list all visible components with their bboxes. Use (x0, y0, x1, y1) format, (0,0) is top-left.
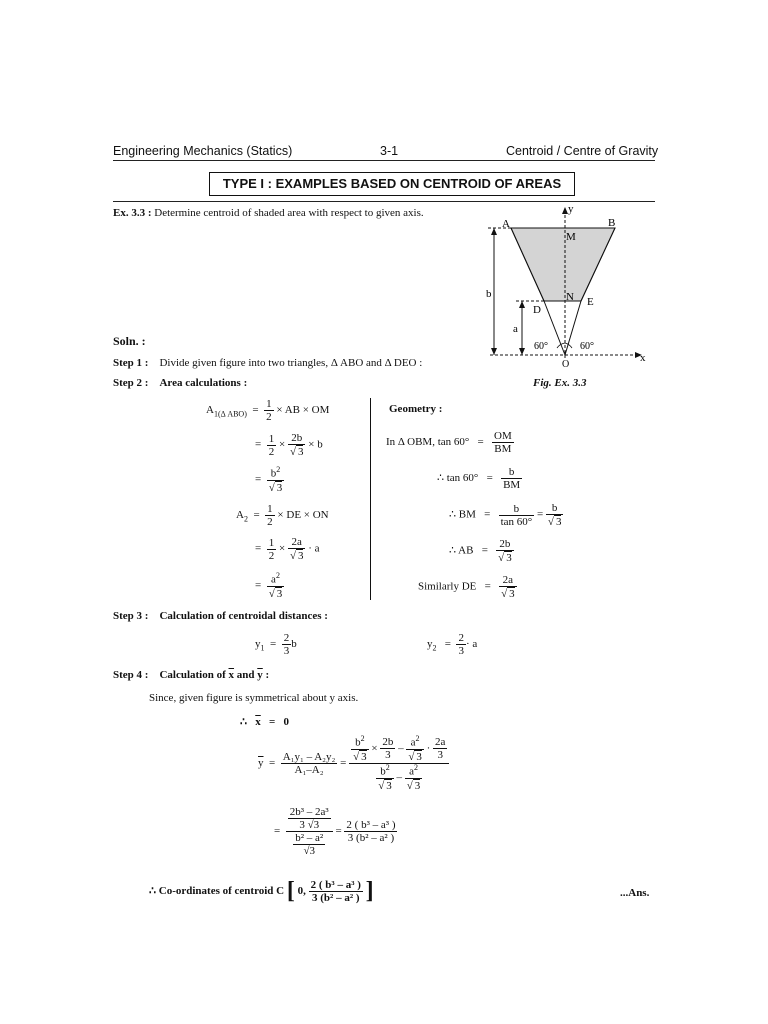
den: BM (503, 479, 521, 492)
eq: = (340, 756, 347, 769)
answer-label: ...Ans. (620, 887, 650, 899)
step2-label: Step 2 : (113, 377, 149, 389)
eq: = (255, 438, 262, 451)
running-header-right: Centroid / Centre of Gravity (506, 144, 659, 158)
step3-label: Step 3 : (113, 610, 149, 622)
de-on: × DE × ON (277, 509, 329, 522)
root: √ (406, 779, 413, 792)
sq: 2 (413, 762, 418, 772)
section-title: TYPE I : EXAMPLES BASED ON CENTROID OF AREAS (222, 176, 562, 191)
ybar-substitution (349, 735, 449, 792)
section-rule (113, 201, 655, 202)
text: Similarly DE (418, 580, 477, 593)
b2-root3 (376, 764, 394, 792)
step1 (113, 357, 422, 369)
eq: = (253, 509, 260, 522)
text: ∴ AB (449, 544, 474, 557)
step3 (113, 610, 328, 622)
section-title-box (209, 172, 575, 196)
ab-om: × AB × OM (276, 404, 330, 417)
num: 1 (267, 503, 273, 515)
b: b (355, 736, 361, 749)
eq: = (255, 473, 262, 486)
num: 2 (458, 632, 464, 644)
b2-root3 (351, 735, 369, 763)
therefore: ∴ (149, 885, 156, 898)
dim-a-arrow-bottom (519, 348, 525, 355)
header-rule (113, 160, 655, 161)
step4-text: Calculation of (159, 669, 226, 681)
num: 2a (291, 536, 302, 548)
area-a2-line1 (236, 503, 329, 528)
radicand: 3 (361, 750, 367, 763)
label-dim-b: b (486, 288, 492, 300)
times-b: × b (308, 438, 323, 451)
om-bm-fraction (492, 430, 514, 455)
half-fraction (264, 398, 274, 423)
radicand: 3 (414, 779, 421, 792)
column-divider (370, 398, 371, 600)
twoa-three (433, 736, 447, 761)
example-label: Ex. 3.3 : (113, 207, 152, 219)
label-o: O (562, 359, 570, 370)
eq: = (484, 580, 491, 593)
radicand: 3 (276, 481, 283, 494)
y2: y (427, 638, 433, 651)
den: tan 60° (500, 515, 533, 528)
dim-b-arrow-top (491, 228, 497, 235)
eq: = (270, 638, 277, 651)
b-root3-fraction (546, 502, 564, 528)
area-a2-symbol: A (236, 509, 244, 522)
den: 3 (b² – a² ) (309, 891, 363, 904)
den: 3 (283, 645, 290, 658)
left-bracket: [ (286, 878, 295, 904)
geometry-title: Geometry : (389, 403, 443, 415)
num: 2b³ – 2a³ (289, 806, 329, 818)
den: 3 (380, 748, 395, 761)
root: √ (268, 587, 275, 600)
radicand: 3 (506, 552, 512, 565)
twoa-root3-fraction (288, 536, 306, 562)
b-bm-fraction (501, 466, 522, 491)
num: 2 ( b³ – a³ ) (310, 878, 361, 891)
label-a-point: A (502, 218, 510, 230)
label-n: N (566, 291, 574, 303)
a: · a (465, 638, 478, 651)
eq: = (252, 404, 259, 417)
sq: 2 (276, 465, 281, 474)
a: a (271, 573, 276, 586)
radicand: 3 (297, 550, 304, 563)
label-b-point: B (608, 217, 616, 229)
root: √ (289, 550, 296, 563)
sq: 2 (385, 762, 390, 772)
radicand: 3 (555, 516, 562, 529)
example-text: Determine centroid of shaded area with respect to given axis. (154, 207, 424, 219)
radicand: 3 (276, 587, 283, 600)
final-result (149, 878, 374, 905)
step1-text: Divide given figure into two triangles, Δ ABO and Δ DEO : (159, 357, 423, 369)
page-number: 3-1 (380, 144, 399, 158)
step4-label: Step 4 : (113, 669, 149, 681)
root: √ (501, 588, 508, 601)
a2-root3-fraction (267, 572, 285, 600)
eq: = (484, 508, 491, 521)
geometry-line4 (449, 538, 514, 564)
eq: = (255, 579, 262, 592)
times: × (278, 542, 286, 555)
geometry-line5 (418, 574, 517, 600)
compound-fraction (286, 806, 333, 857)
num: 1 (268, 432, 275, 445)
label-angle-right: 60° (580, 341, 594, 352)
twoa-root3-fraction (499, 574, 517, 600)
den: 2 (266, 411, 272, 424)
half-fraction (265, 503, 275, 528)
figure-ex-3-3 (480, 205, 655, 375)
den: 2 (268, 549, 275, 562)
ybar-definition (281, 751, 338, 776)
root: √ (378, 779, 385, 792)
figure-caption: Fig. Ex. 3.3 (533, 377, 587, 389)
num: 2 ( b³ – a³ ) (346, 819, 396, 832)
text: ∴ BM (449, 508, 476, 521)
radicand: 3 (386, 779, 392, 792)
eq: = (255, 542, 262, 555)
ybar-equation (258, 735, 449, 792)
label-dim-a: a (513, 323, 518, 335)
b2-root3-fraction (267, 466, 285, 494)
b: b (270, 467, 277, 480)
num: 2a (502, 574, 514, 586)
area-a2-line2 (255, 536, 320, 562)
twob-root3-fraction (496, 538, 514, 564)
root: √ (408, 750, 415, 763)
b: b (380, 765, 386, 778)
geometry-line2 (437, 466, 522, 491)
geometry-line3 (449, 502, 563, 528)
and: and (236, 669, 255, 681)
a: a (410, 736, 416, 749)
step4 (113, 669, 269, 681)
area-a1-line2 (255, 432, 323, 458)
num: b² – a² (295, 832, 324, 845)
shaded-area (511, 228, 615, 301)
y2-sub: 2 (432, 643, 437, 653)
num: OM (494, 430, 512, 442)
sq: 2 (415, 734, 420, 743)
label-angle-left: 60° (534, 341, 548, 352)
num: 2b (382, 736, 394, 749)
times: × (371, 742, 378, 755)
area-a1-sub: 1(Δ ABO) (213, 409, 247, 419)
num: 1 (268, 536, 275, 549)
num: b (551, 502, 558, 514)
area-a1-line1 (206, 398, 329, 423)
right-bracket: ] (365, 878, 374, 904)
num: 2 (283, 632, 290, 644)
half-fraction (267, 433, 277, 458)
two-thirds (456, 632, 466, 657)
label-x: x (640, 352, 646, 364)
root: √ (547, 516, 554, 529)
sq: 2 (360, 734, 365, 743)
label-m: M (566, 231, 576, 243)
result-fraction (344, 819, 397, 844)
root: √ (268, 481, 275, 494)
therefore: ∴ (240, 716, 247, 728)
denominator-fraction (293, 832, 325, 857)
eq: = (486, 472, 493, 485)
num: A₁y₁ – A₂y₂ (282, 750, 336, 763)
den: 2 (267, 516, 273, 529)
area-a1-line3 (255, 466, 284, 494)
den: A₁–A₂ (281, 763, 338, 776)
den: 3 (433, 748, 447, 761)
text: ∴ tan 60° (437, 472, 479, 485)
twob-root3-fraction (288, 432, 306, 458)
label-e: E (587, 296, 594, 308)
radicand: 3 (509, 588, 515, 601)
num: 2b (499, 538, 511, 550)
xbar: $\overline{x}$ (255, 716, 261, 728)
centroid-y2 (427, 632, 477, 657)
dim-b-arrow-bottom (491, 348, 497, 355)
eq: = (477, 436, 484, 449)
root: √ (353, 750, 360, 763)
xbar-result (240, 715, 289, 728)
num: b (508, 466, 515, 478)
line-eo (565, 301, 581, 355)
a2-root3 (406, 735, 424, 763)
eq: = (269, 716, 276, 728)
half-fraction (267, 537, 277, 562)
text: In Δ OBM, tan 60° (386, 436, 470, 449)
numerator-fraction (288, 806, 331, 831)
num: b (513, 502, 520, 515)
eq: = (536, 508, 544, 521)
step3-text: Calculation of centroidal distances : (159, 610, 328, 622)
twob-three (380, 736, 395, 761)
minus: – (396, 771, 402, 784)
value: 0 (283, 716, 290, 728)
den: 3 (b² – a² ) (344, 831, 397, 844)
den: BM (492, 442, 514, 455)
minus: – (398, 742, 404, 755)
step1-label: Step 1 : (113, 357, 149, 369)
eq: = (444, 638, 451, 651)
running-header-left: Engineering Mechanics (Statics) (113, 144, 293, 158)
area-a2-line3 (255, 572, 284, 600)
num: 2a (435, 736, 446, 749)
b-tan60-fraction (499, 503, 535, 528)
geometry-line1 (386, 430, 514, 455)
y1-sub: 1 (260, 643, 265, 653)
area-a1-symbol: A (206, 404, 214, 417)
centroid-y1 (255, 632, 297, 657)
sq: 2 (275, 571, 280, 580)
root: √ (289, 446, 296, 459)
ybar: $\overline{y}$ (257, 669, 263, 681)
x-coord: 0, (297, 885, 306, 898)
example-statement (113, 207, 424, 219)
den: 3 √3 (288, 818, 331, 831)
den: 2 (268, 445, 275, 458)
root: √ (498, 552, 505, 565)
step2 (113, 377, 247, 389)
label-d: D (533, 304, 541, 316)
step2-text: Area calculations : (159, 377, 248, 389)
times: × (278, 438, 286, 451)
dot-a: · a (308, 542, 320, 555)
a: a (409, 765, 414, 778)
ybar: $\overline{y}$ (258, 756, 264, 769)
symmetry-note: Since, given figure is symmetrical about y axis. (149, 692, 359, 704)
area-a2-sub: 2 (243, 514, 248, 524)
y-coord-fraction (309, 879, 363, 904)
final-text: Co-ordinates of centroid C (158, 885, 285, 898)
eq: = (274, 825, 281, 838)
den: √3 (293, 844, 325, 857)
eq: = (269, 756, 276, 769)
eq: = (335, 825, 342, 838)
num: 2b (291, 432, 303, 444)
dot: · (426, 742, 431, 755)
xbar: $\overline{x}$ (228, 669, 235, 681)
dim-a-arrow-top (519, 301, 525, 308)
radicand: 3 (416, 750, 422, 763)
a2-root3 (405, 764, 423, 792)
ybar-simplified (274, 806, 397, 857)
colon: : (265, 669, 270, 681)
label-y: y (568, 205, 574, 215)
eq: = (481, 544, 488, 557)
y1: y (255, 638, 261, 651)
num: 1 (266, 398, 272, 410)
two-thirds (282, 632, 292, 657)
den: 3 (458, 645, 464, 658)
b: b (291, 638, 297, 651)
soln-label: Soln. : (113, 334, 146, 348)
radicand: 3 (297, 446, 304, 459)
